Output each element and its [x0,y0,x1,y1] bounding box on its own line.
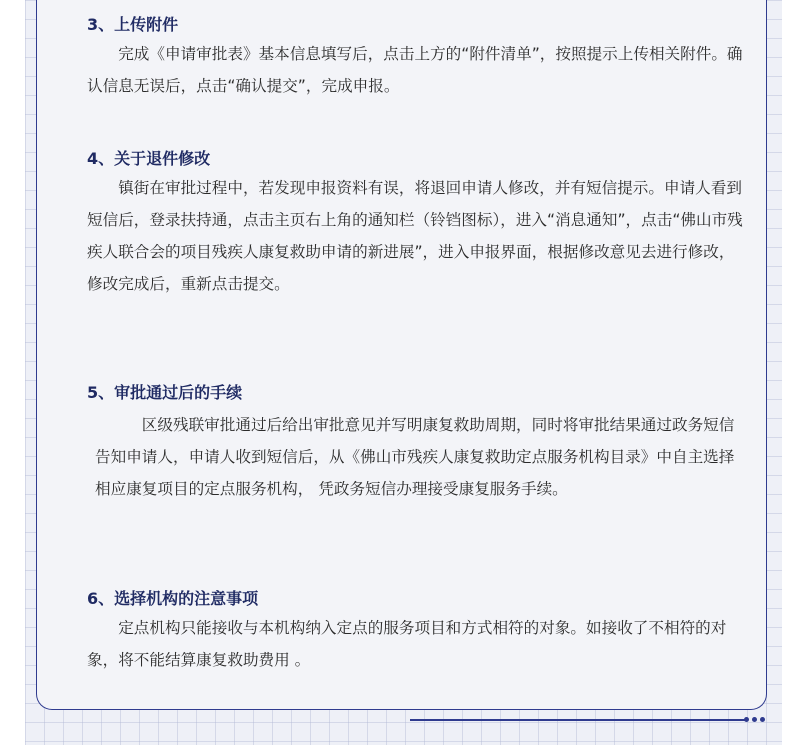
section-3-body: 完成《申请审批表》基本信息填写后，点击上方的“附件清单”，按照提示上传相关附件。确认信息无误后，点击“确认提交”，完成申报。 [87,45,743,95]
section-3-title: 3、上传附件 [87,15,179,34]
section-6-body: 定点机构只能接收与本机构纳入定点的服务项目和方式相符的对象。如接收了不相符的对象，将不能结算康复救助费用 。 [87,619,727,669]
decorative-bottom-line [410,719,746,721]
section-5-body: 区级残联审批通过后给出审批意见并写明康复救助周期，同时将审批结果通过政务短信告知申请人，申请人收到短信后，从《佛山市残疾人康复救助定点服务机构目录》中自主选择相应康复项目的定点服务机构， 凭政务短信办理接受康复服务手续。 [95,416,735,498]
dot-icon [760,717,765,722]
section-4-title: 4、关于退件修改 [87,149,211,168]
dot-icon [752,717,757,722]
section-5-title: 5、审批通过后的手续 [87,383,243,402]
decorative-dots [744,715,765,725]
section-6-title: 6、选择机构的注意事项 [87,589,259,608]
dot-icon [744,717,749,722]
section-4-body: 镇街在审批过程中，若发现申报资料有误，将退回申请人修改，并有短信提示。申请人看到短信后，登录扶持通，点击主页右上角的通知栏（铃铛图标），进入“消息通知”，点击“佛山市残疾人联合会的项目残疾人康复救助申请的新进展”，进入申报界面，根据修改意见去进行修改，修改完成后，重新点击提交。 [87,179,743,293]
